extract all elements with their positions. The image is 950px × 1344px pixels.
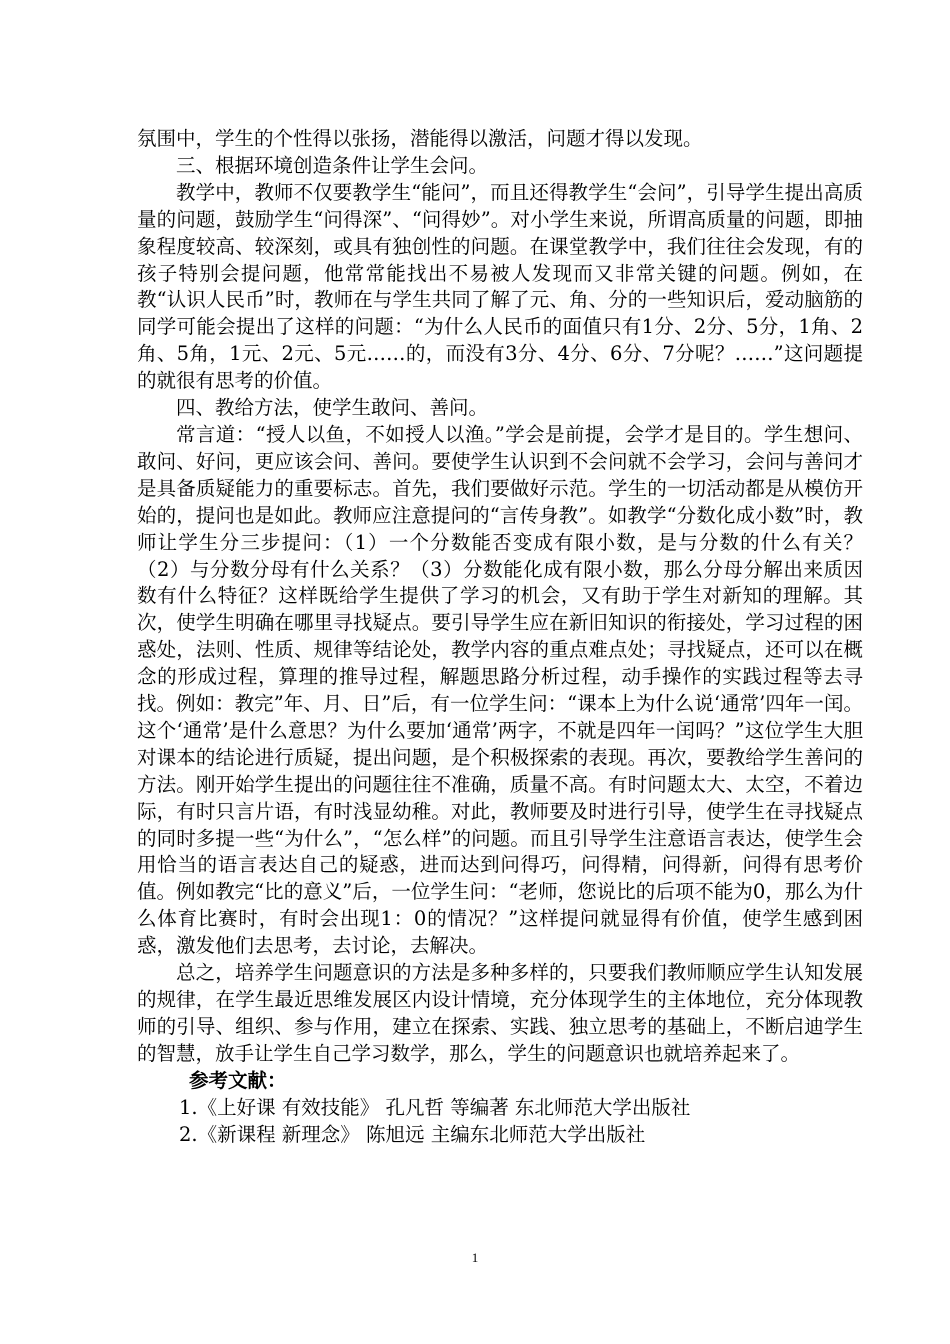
reference-item: 1.《上好课 有效技能》 孔凡哲 等编著 东北师范大学出版社 xyxy=(179,1095,691,1119)
paragraph-body: 常言道：“授人以鱼，不如授人以渔。”学会是前提，会学才是目的。学生想问、敢问、好问，更应该会问、善问。要使学生认识到不会问就不会学习，会问与善问才是具备质疑能力的重要标志。首先，我们要做好示范。学生的一切活动都是从模仿开始的，提问也是如此。教师应注意提问的“言传身教”。如教学“分数化成小数”时，教师让学生分三步提问：（1）一个分数能否变成有限小数，是与分数的什么有关？（2）与分数分母有什么关系？（3）分数能化成有限小数，那么分母分解出来质因数有什么特征？这样既给学生提供了学习的机会，又有助于学生对新知的理解。其次，使学生明确在哪里寻找疑点。要引导学生应在新旧知识的衔接处，学习过程的困惑处，法则、性质、规律等结论处，教学内容的重点难点处；寻找疑点，还可以在概念的形成过程，算理的推导过程，解题思路分析过程，动手操作的实践过程等去寻找。例如：教完”年、月、日”后，有一位学生问：“课本上为什么说‘通常’四年一闰。这个‘通常’是什么意思？为什么要加‘通常’两字，不就是四年一闰吗？”这位学生大胆对课本的结论进行质疑，提出问题，是个积极探索的表现。再次，要教给学生善问的方法。刚开始学生提出的问题往往不准确，质量不高。有时问题太大、太空，不着边际，有时只言片语，有时浅显幼稚。对此，教师要及时进行引导，使学生在寻找疑点的同时多提一些“为什么”，“怎么样”的问题。而且引导学生注意语言表达，使学生会用恰当的语言表达自己的疑惑，进而达到问得巧，问得精，问得新，问得有思考价值。例如教完“比的意义”后，一位学生问：“老师，您说比的后项不能为0，那么为什么体育比赛时，有时会出现1：0的情况？”这样提问就显得有价值，使学生感到困惑，激发他们去思考，去讨论，去解决。 xyxy=(137,422,863,958)
document-page xyxy=(137,126,863,1148)
reference-item: 2.《新课程 新理念》 陈旭远 主编东北师范大学出版社 xyxy=(179,1122,646,1146)
section-heading-3: 三、根据环境创造条件让学生会问。 xyxy=(176,153,489,177)
section-heading-4: 四、教给方法，使学生敢问、善问。 xyxy=(176,396,489,420)
page-number: 1 xyxy=(471,1250,479,1265)
references-title: 参考文献： xyxy=(189,1068,287,1092)
paragraph-body: 教学中，教师不仅要教学生“能问”，而且还得教学生“会问”，引导学生提出高质量的问题，鼓励学生“问得深”、“问得妙”。对小学生来说，所谓高质量的问题，即抽象程度较高、较深刻，或具有独创性的问题。在课堂教学中，我们往往会发现，有的孩子特别会提问题，他常常能找出不易被人发现而又非常关键的问题。例如，在教“认识人民币”时，教师在与学生共同了解了元、角、分的一些知识后，爱动脑筋的同学可能会提出了这样的问题：“为什么人民币的面值只有1分、2分、5分，1角、2角、5角，1元、2元、5元……的，而没有3分、4分、6分、7分呢？……”这问题提的就很有思考的价值。 xyxy=(137,180,863,393)
paragraph-continuation: 氛围中，学生的个性得以张扬，潜能得以激活，问题才得以发现。 xyxy=(137,127,703,150)
paragraph-conclusion: 总之，培养学生问题意识的方法是多种多样的，只要我们教师顺应学生认知发展的规律，在学生最近思维发展区内设计情境，充分体现学生的主体地位，充分体现教师的引导、组织、参与作用，建立在探索、实践、独立思考的基础上，不断启迪学生的智慧，放手让学生自己学习数学，那么，学生的问题意识也就培养起来了。 xyxy=(137,961,863,1065)
